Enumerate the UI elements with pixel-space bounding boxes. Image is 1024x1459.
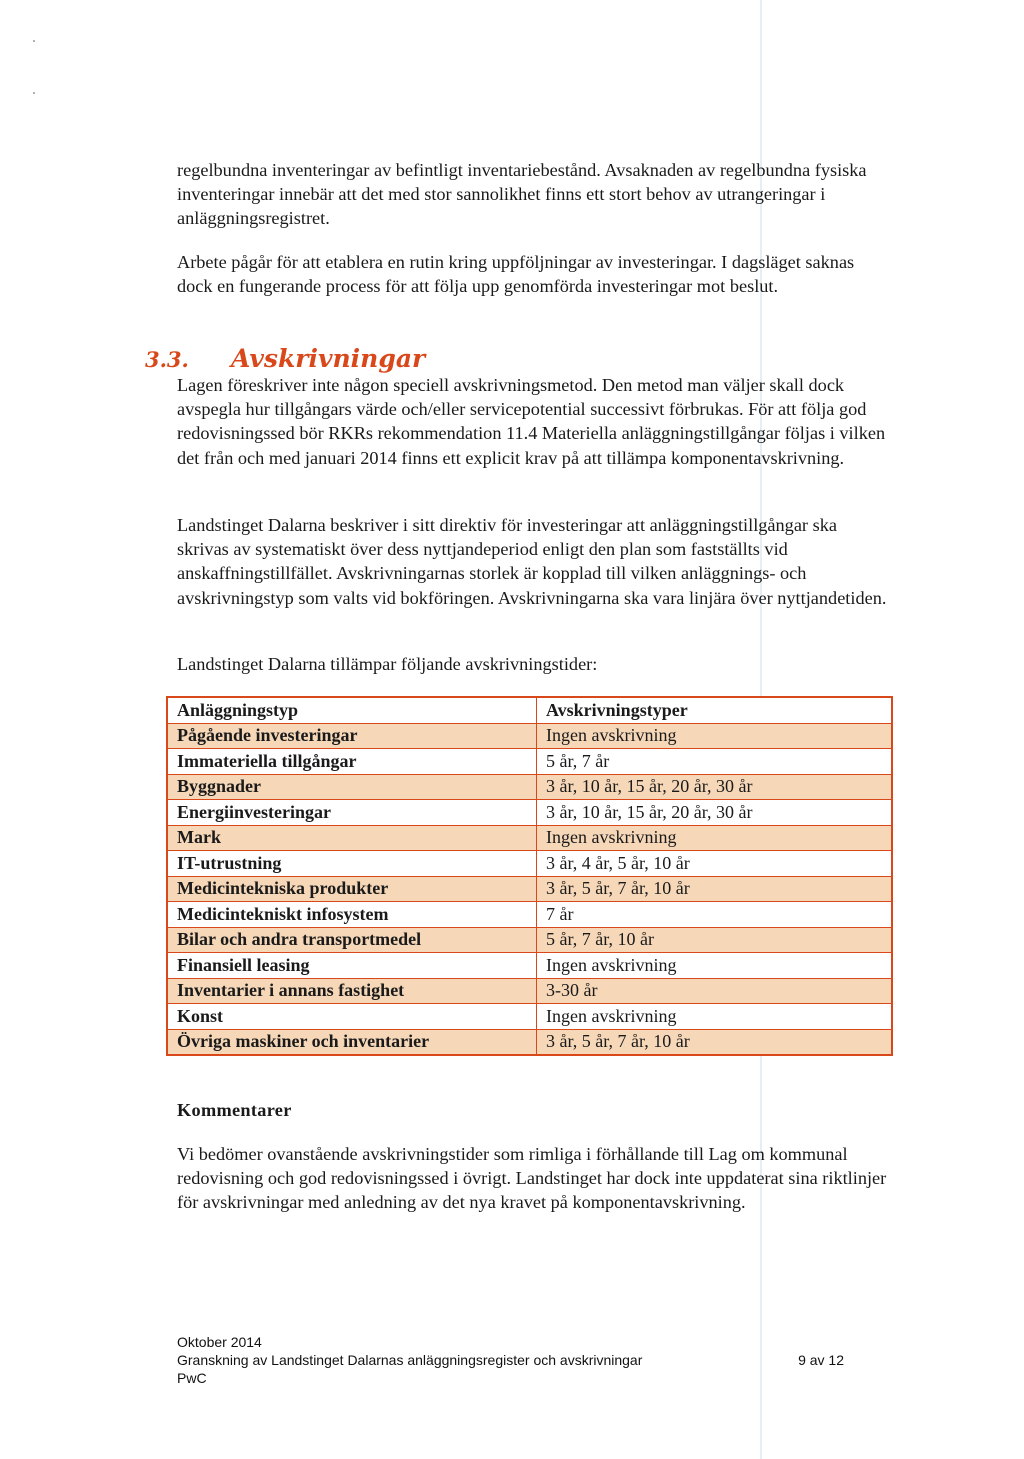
asset-type-cell: Inventarier i annans fastighet: [167, 978, 516, 1004]
table-row: [167, 723, 892, 749]
table-row: [167, 825, 892, 851]
asset-type-cell: Pågående investeringar: [167, 723, 516, 749]
asset-type-cell: Bilar och andra transportmedel: [167, 927, 516, 953]
asset-type-cell: Mark: [167, 825, 516, 851]
depreciation-table: [166, 696, 893, 1056]
table-row: [167, 749, 892, 775]
depreciation-type-cell: 3 år, 5 år, 7 år, 10 år: [537, 1029, 893, 1055]
column-header-depreciation-types: Avskrivningstyper: [537, 697, 893, 723]
column-gap: [516, 697, 537, 723]
column-gap: [516, 723, 537, 749]
depreciation-type-cell: 3 år, 10 år, 15 år, 20 år, 30 år: [537, 800, 893, 826]
column-gap: [516, 851, 537, 877]
scan-speck: [33, 40, 35, 42]
depreciation-type-cell: 3-30 år: [537, 978, 893, 1004]
depreciation-type-cell: Ingen avskrivning: [537, 953, 893, 979]
table-row: [167, 978, 892, 1004]
column-gap: [516, 774, 537, 800]
table-row: [167, 800, 892, 826]
scan-speck: [33, 92, 35, 94]
paragraph-assessment: Vi bedömer ovanstående avskrivningstider som rimliga i förhållande till Lag om kommunal redovisning och god redovisningssed i övrigt. Landstinget har dock inte uppdaterat sina riktlinjer för avskrivningar med anledning av det nya kravet på komponentavskrivning.: [177, 1144, 887, 1213]
footer-report-title: Granskning av Landstinget Dalarnas anläggningsregister och avskrivningar: [177, 1352, 643, 1368]
footer-date: Oktober 2014: [177, 1334, 262, 1350]
column-gap: [516, 978, 537, 1004]
paragraph-method: Lagen föreskriver inte någon speciell avskrivningsmetod. Den metod man väljer skall dock avspegla hur tillgångars värde och/eller servicepotential successivt förbrukas. För att följa god redovisningssed bör RKRs rekommendation 11.4 Materiella anläggningstillgångar följas i vilken det från och med januari 2014 finns ett explicit krav på att tillämpa komponentavskrivning.: [177, 375, 886, 468]
paragraph-inventory: regelbundna inventeringar av befintligt inventariebestånd. Avsaknaden av regelbundna fysiska inventeringar innebär att det med stor sannolikhet finns ett stort behov av utrangeringar i anläggningsregistret.: [177, 160, 867, 229]
table-row: [167, 902, 892, 928]
table-row: [167, 851, 892, 877]
table-row: [167, 953, 892, 979]
asset-type-cell: Medicintekniskt infosystem: [167, 902, 516, 928]
footer-company: PwC: [177, 1370, 207, 1386]
section-heading: [145, 344, 425, 375]
column-gap: [516, 800, 537, 826]
asset-type-cell: Övriga maskiner och inventarier: [167, 1029, 516, 1055]
column-gap: [516, 876, 537, 902]
depreciation-type-cell: Ingen avskrivning: [537, 1004, 893, 1030]
column-gap: [516, 825, 537, 851]
column-gap: [516, 927, 537, 953]
table-row: [167, 927, 892, 953]
section-number: 3.3.: [145, 347, 189, 372]
column-gap: [516, 953, 537, 979]
depreciation-type-cell: 3 år, 10 år, 15 år, 20 år, 30 år: [537, 774, 893, 800]
asset-type-cell: Medicintekniska produkter: [167, 876, 516, 902]
table-header-row: [167, 697, 892, 723]
comments-heading: Kommentarer: [177, 1100, 292, 1120]
asset-type-cell: Finansiell leasing: [167, 953, 516, 979]
paragraph-directive: Landstinget Dalarna beskriver i sitt direktiv för investeringar att anläggningstillgångar ska skrivas av systematiskt över dess nyttjandeperiod enligt den plan som fastställts vid anskaffningstillfället. Avskrivningarnas storlek är kopplad till vilken anläggnings- och avskrivningstyp som valts vid bokföringen. Avskrivningarna ska vara linjära över nyttjandetiden.: [177, 515, 887, 608]
depreciation-type-cell: 5 år, 7 år: [537, 749, 893, 775]
column-header-asset-type: Anläggningstyp: [167, 697, 516, 723]
depreciation-type-cell: 3 år, 4 år, 5 år, 10 år: [537, 851, 893, 877]
depreciation-type-cell: 7 år: [537, 902, 893, 928]
column-gap: [516, 1029, 537, 1055]
paragraph-table-intro: Landstinget Dalarna tillämpar följande avskrivningstider:: [177, 654, 598, 674]
asset-type-cell: Byggnader: [167, 774, 516, 800]
asset-type-cell: IT-utrustning: [167, 851, 516, 877]
asset-type-cell: Energiinvesteringar: [167, 800, 516, 826]
depreciation-type-cell: 5 år, 7 år, 10 år: [537, 927, 893, 953]
section-title: Avskrivningar: [231, 344, 426, 373]
page-number: 9 av 12: [798, 1352, 844, 1368]
table-row: [167, 1029, 892, 1055]
paragraph-followup: Arbete pågår för att etablera en rutin kring uppföljningar av investeringar. I dagsläget saknas dock en fungerande process för att följa upp genomförda investeringar mot beslut.: [177, 252, 855, 297]
column-gap: [516, 749, 537, 775]
depreciation-type-cell: 3 år, 5 år, 7 år, 10 år: [537, 876, 893, 902]
column-gap: [516, 1004, 537, 1030]
depreciation-type-cell: Ingen avskrivning: [537, 723, 893, 749]
depreciation-type-cell: Ingen avskrivning: [537, 825, 893, 851]
page-footer: [177, 1333, 857, 1387]
table-row: [167, 1004, 892, 1030]
column-gap: [516, 902, 537, 928]
asset-type-cell: Konst: [167, 1004, 516, 1030]
table-row: [167, 876, 892, 902]
asset-type-cell: Immateriella tillgångar: [167, 749, 516, 775]
table-row: [167, 774, 892, 800]
